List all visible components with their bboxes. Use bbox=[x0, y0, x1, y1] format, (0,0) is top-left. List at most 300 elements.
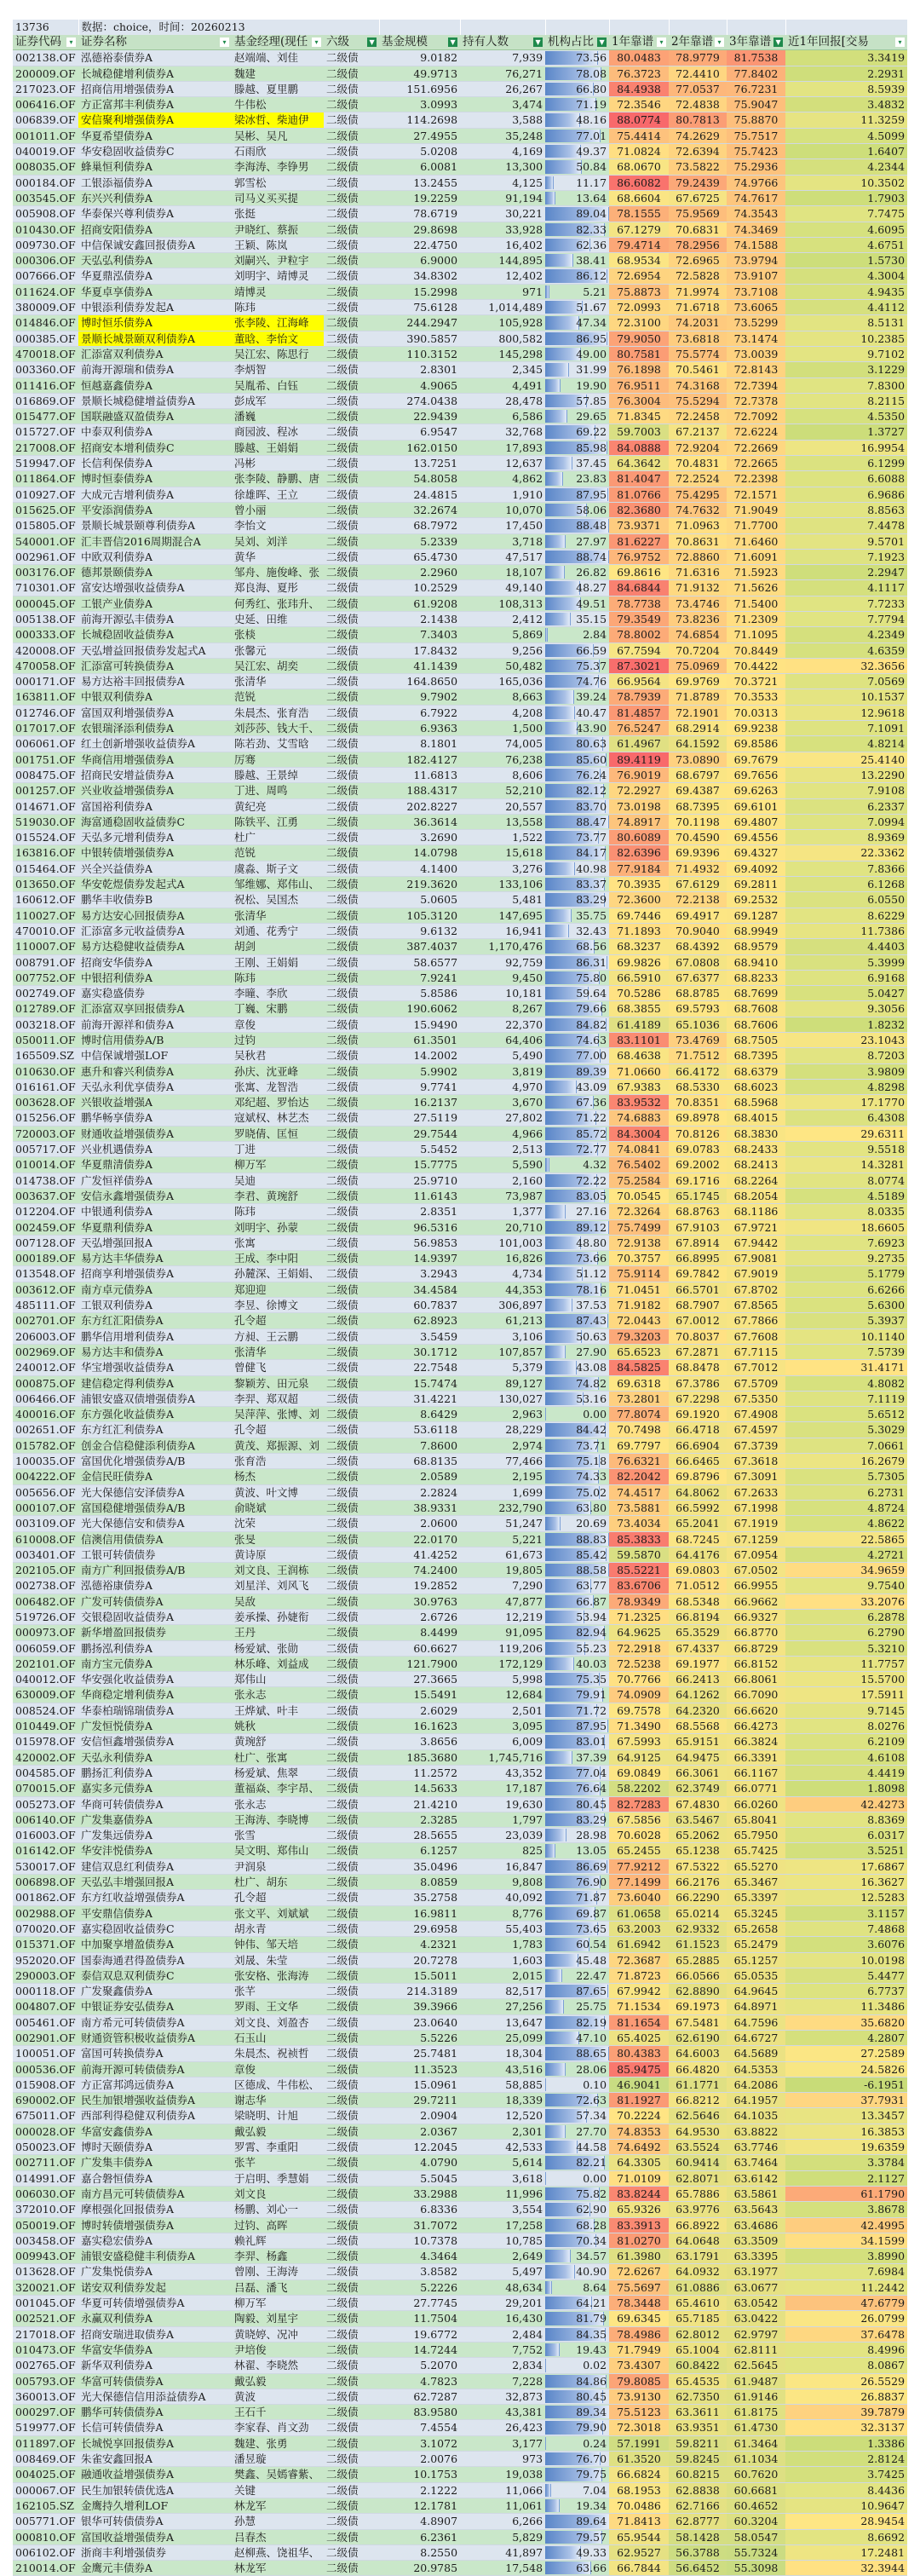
institution-ratio-cell[interactable] bbox=[545, 1095, 609, 1110]
fund-code-cell[interactable]: 006140.OF bbox=[13, 1812, 78, 1827]
score-1y-cell[interactable]: 69.9826 bbox=[609, 954, 669, 970]
holder-count-cell[interactable]: 30,221 bbox=[460, 206, 545, 222]
table-row[interactable] bbox=[13, 2498, 907, 2513]
fund-name-cell[interactable]: 中加聚享增盈债券A bbox=[78, 1937, 232, 1952]
institution-ratio-cell[interactable] bbox=[545, 2233, 609, 2248]
fund-code-cell[interactable]: 470058.OF bbox=[13, 658, 78, 673]
score-2y-cell[interactable]: 74.7632 bbox=[669, 502, 727, 517]
fund-manager-cell[interactable]: 王刚、王娟娟 bbox=[232, 954, 324, 970]
fund-name-cell[interactable]: 天弘弘丰增强回报A bbox=[78, 1875, 232, 1890]
fund-manager-cell[interactable]: 魏建、张勇 bbox=[232, 2435, 324, 2451]
institution-ratio-cell[interactable] bbox=[545, 1157, 609, 1173]
institution-ratio-cell[interactable] bbox=[545, 845, 609, 861]
return-1y-cell[interactable]: 10.3502 bbox=[785, 175, 907, 190]
table-row[interactable] bbox=[13, 908, 907, 923]
score-2y-cell[interactable]: 65.9151 bbox=[669, 1734, 727, 1749]
institution-ratio-cell[interactable] bbox=[545, 518, 609, 533]
holder-count-cell[interactable]: 108,313 bbox=[460, 596, 545, 611]
institution-ratio-cell[interactable] bbox=[545, 596, 609, 611]
fund-size-cell[interactable]: 5.2339 bbox=[379, 533, 460, 549]
fund-manager-cell[interactable]: 李君、黄琬舒 bbox=[232, 1188, 324, 1203]
fund-code-cell[interactable]: 014738.OF bbox=[13, 1173, 78, 1188]
score-2y-cell[interactable]: 62.8838 bbox=[669, 2482, 727, 2498]
holder-count-cell[interactable]: 16,430 bbox=[460, 2311, 545, 2326]
score-1y-cell[interactable]: 83.8244 bbox=[609, 2186, 669, 2201]
return-1y-cell[interactable]: 7.1091 bbox=[785, 721, 907, 736]
institution-ratio-cell[interactable] bbox=[545, 377, 609, 393]
return-1y-cell[interactable]: 3.7425 bbox=[785, 2467, 907, 2482]
fund-category-cell[interactable]: 二级债 bbox=[324, 1235, 379, 1250]
score-2y-cell[interactable]: 67.0012 bbox=[669, 1313, 727, 1328]
fund-code-cell[interactable]: 001011.OF bbox=[13, 128, 78, 143]
holder-count-cell[interactable]: 133,106 bbox=[460, 877, 545, 892]
score-1y-cell[interactable]: 73.9130 bbox=[609, 2389, 669, 2404]
return-1y-cell[interactable]: 17.1770 bbox=[785, 1095, 907, 1110]
score-2y-cell[interactable]: 68.2914 bbox=[669, 721, 727, 736]
fund-code-cell[interactable]: 005793.OF bbox=[13, 2373, 78, 2389]
score-3y-cell[interactable]: 77.8402 bbox=[727, 66, 785, 81]
table-row[interactable] bbox=[13, 814, 907, 829]
fund-code-cell[interactable]: 420002.OF bbox=[13, 1749, 78, 1765]
score-3y-cell[interactable]: 64.7596 bbox=[727, 2014, 785, 2030]
fund-category-cell[interactable]: 二级债 bbox=[324, 689, 379, 705]
fund-name-cell[interactable]: 华富安华债券A bbox=[78, 2342, 232, 2357]
fund-size-cell[interactable]: 34.8302 bbox=[379, 268, 460, 284]
fund-size-cell[interactable]: 3.2943 bbox=[379, 1266, 460, 1282]
table-row[interactable] bbox=[13, 1298, 907, 1313]
holder-count-cell[interactable]: 2,963 bbox=[460, 1407, 545, 1422]
score-2y-cell[interactable]: 65.1036 bbox=[669, 1017, 727, 1032]
institution-ratio-cell[interactable] bbox=[545, 767, 609, 782]
fund-size-cell[interactable]: 8.4499 bbox=[379, 1625, 460, 1640]
return-1y-cell[interactable]: 4.1117 bbox=[785, 580, 907, 596]
table-row[interactable] bbox=[13, 190, 907, 205]
fund-code-cell[interactable]: 002651.OF bbox=[13, 1422, 78, 1438]
fund-category-cell[interactable]: 二级债 bbox=[324, 2202, 379, 2217]
fund-code-cell[interactable]: 008791.OF bbox=[13, 954, 78, 970]
return-1y-cell[interactable]: 13.2290 bbox=[785, 767, 907, 782]
institution-ratio-cell[interactable] bbox=[545, 1734, 609, 1749]
institution-ratio-cell[interactable] bbox=[545, 1313, 609, 1328]
institution-ratio-cell[interactable] bbox=[545, 362, 609, 377]
institution-ratio-cell[interactable] bbox=[545, 2031, 609, 2046]
fund-manager-cell[interactable]: 刘文良、王润栋 bbox=[232, 1563, 324, 1578]
fund-manager-cell[interactable]: 戴弘毅 bbox=[232, 2373, 324, 2389]
score-1y-cell[interactable]: 75.5697 bbox=[609, 2279, 669, 2295]
score-3y-cell[interactable]: 67.3091 bbox=[727, 1469, 785, 1484]
score-2y-cell[interactable]: 71.7512 bbox=[669, 1048, 727, 1063]
fund-manager-cell[interactable]: 邹维娜、郑伟山、 bbox=[232, 877, 324, 892]
score-3y-cell[interactable]: 66.1167 bbox=[727, 1765, 785, 1780]
score-2y-cell[interactable]: 62.7350 bbox=[669, 2389, 727, 2404]
fund-code-cell[interactable]: 000973.OF bbox=[13, 1625, 78, 1640]
score-1y-cell[interactable]: 71.0451 bbox=[609, 1282, 669, 1297]
table-row[interactable] bbox=[13, 144, 907, 159]
score-3y-cell[interactable]: 67.7608 bbox=[727, 1328, 785, 1344]
fund-size-cell[interactable]: 16.2137 bbox=[379, 1095, 460, 1110]
institution-ratio-cell[interactable] bbox=[545, 565, 609, 580]
holder-count-cell[interactable]: 144,895 bbox=[460, 253, 545, 268]
score-2y-cell[interactable]: 75.5294 bbox=[669, 393, 727, 408]
fund-category-cell[interactable]: 二级债 bbox=[324, 2498, 379, 2513]
institution-ratio-cell[interactable] bbox=[545, 440, 609, 455]
return-1y-cell[interactable]: 8.7203 bbox=[785, 1048, 907, 1063]
institution-ratio-cell[interactable] bbox=[545, 658, 609, 673]
fund-code-cell[interactable]: 530017.OF bbox=[13, 1859, 78, 1874]
table-row[interactable] bbox=[13, 2529, 907, 2544]
institution-ratio-cell[interactable] bbox=[545, 424, 609, 440]
return-1y-cell[interactable]: 7.8300 bbox=[785, 377, 907, 393]
holder-count-cell[interactable]: 82,517 bbox=[460, 1984, 545, 1999]
score-1y-cell[interactable]: 85.5221 bbox=[609, 1563, 669, 1578]
institution-ratio-cell[interactable] bbox=[545, 1921, 609, 1936]
institution-ratio-cell[interactable] bbox=[545, 97, 609, 112]
score-1y-cell[interactable]: 76.1898 bbox=[609, 362, 669, 377]
fund-category-cell[interactable]: 二级债 bbox=[324, 81, 379, 96]
score-1y-cell[interactable]: 72.0993 bbox=[609, 300, 669, 315]
table-row[interactable] bbox=[13, 596, 907, 611]
return-1y-cell[interactable]: 33.2076 bbox=[785, 1593, 907, 1609]
institution-ratio-cell[interactable] bbox=[545, 986, 609, 1001]
fund-category-cell[interactable]: 二级债 bbox=[324, 2170, 379, 2186]
score-2y-cell[interactable]: 72.5828 bbox=[669, 268, 727, 284]
return-1y-cell[interactable]: 6.0550 bbox=[785, 892, 907, 908]
score-2y-cell[interactable]: 66.2176 bbox=[669, 1875, 727, 1890]
score-2y-cell[interactable]: 65.1745 bbox=[669, 1188, 727, 1203]
fund-code-cell[interactable]: 162105.SZ bbox=[13, 2498, 78, 2513]
score-2y-cell[interactable]: 64.2320 bbox=[669, 1703, 727, 1718]
fund-size-cell[interactable]: 219.3620 bbox=[379, 877, 460, 892]
score-3y-cell[interactable]: 55.7324 bbox=[727, 2544, 785, 2560]
score-2y-cell[interactable]: 62.8071 bbox=[669, 2170, 727, 2186]
fund-name-cell[interactable]: 天弘永利债券A bbox=[78, 1749, 232, 1765]
fund-category-cell[interactable]: 二级债 bbox=[324, 705, 379, 720]
holder-count-cell[interactable]: 9,256 bbox=[460, 643, 545, 658]
fund-code-cell[interactable]: 163811.OF bbox=[13, 689, 78, 705]
fund-size-cell[interactable]: 11.2572 bbox=[379, 1765, 460, 1780]
table-row[interactable] bbox=[13, 2420, 907, 2435]
score-3y-cell[interactable]: 67.1259 bbox=[727, 1531, 785, 1547]
table-row[interactable] bbox=[13, 1219, 907, 1235]
score-3y-cell[interactable]: 67.9019 bbox=[727, 1266, 785, 1282]
institution-ratio-cell[interactable] bbox=[545, 1079, 609, 1094]
score-2y-cell[interactable]: 66.3061 bbox=[669, 1765, 727, 1780]
fund-name-cell[interactable]: 招商安阳债券A bbox=[78, 222, 232, 237]
fund-code-cell[interactable]: 013628.OF bbox=[13, 2264, 78, 2279]
institution-ratio-cell[interactable] bbox=[545, 1251, 609, 1266]
score-2y-cell[interactable]: 69.5793 bbox=[669, 1001, 727, 1017]
fund-manager-cell[interactable]: 王烨斌、叶丰 bbox=[232, 1703, 324, 1718]
score-2y-cell[interactable]: 65.4535 bbox=[669, 2373, 727, 2389]
table-row[interactable] bbox=[13, 1454, 907, 1469]
score-1y-cell[interactable]: 74.0841 bbox=[609, 1142, 669, 1157]
holder-count-cell[interactable]: 25,099 bbox=[460, 2031, 545, 2046]
table-row[interactable] bbox=[13, 1656, 907, 1671]
fund-manager-cell[interactable]: 祝松、吴国杰 bbox=[232, 892, 324, 908]
score-1y-cell[interactable]: 76.5402 bbox=[609, 1157, 669, 1173]
holder-count-cell[interactable]: 2,345 bbox=[460, 362, 545, 377]
fund-name-cell[interactable]: 广发恒祥债券A bbox=[78, 1173, 232, 1188]
fund-code-cell[interactable]: 002901.OF bbox=[13, 2031, 78, 2046]
institution-ratio-cell[interactable] bbox=[545, 1796, 609, 1812]
score-3y-cell[interactable]: 64.1035 bbox=[727, 2108, 785, 2124]
table-row[interactable] bbox=[13, 674, 907, 689]
institution-ratio-cell[interactable] bbox=[545, 1017, 609, 1032]
fund-manager-cell[interactable]: 罗霄、李重阳 bbox=[232, 2140, 324, 2155]
table-row[interactable] bbox=[13, 502, 907, 517]
table-row[interactable] bbox=[13, 2452, 907, 2467]
holder-count-cell[interactable]: 16,402 bbox=[460, 237, 545, 252]
fund-manager-cell[interactable]: 关键 bbox=[232, 2482, 324, 2498]
fund-category-cell[interactable]: 二级债 bbox=[324, 1547, 379, 1562]
fund-manager-cell[interactable]: 黄波、叶文博 bbox=[232, 1484, 324, 1500]
fund-manager-cell[interactable]: 刘莎莎、钱大千、 bbox=[232, 721, 324, 736]
table-row[interactable] bbox=[13, 1875, 907, 1890]
score-2y-cell[interactable]: 69.9769 bbox=[669, 674, 727, 689]
fund-name-cell[interactable]: 新华双利债券A bbox=[78, 2358, 232, 2373]
holder-count-cell[interactable]: 17,258 bbox=[460, 2217, 545, 2233]
score-1y-cell[interactable]: 61.0658 bbox=[609, 1905, 669, 1921]
fund-category-cell[interactable]: 二级债 bbox=[324, 315, 379, 331]
return-1y-cell[interactable]: 3.1229 bbox=[785, 362, 907, 377]
fund-category-cell[interactable]: 二级债 bbox=[324, 50, 379, 66]
score-2y-cell[interactable]: 64.4176 bbox=[669, 1547, 727, 1562]
fund-category-cell[interactable]: 二级债 bbox=[324, 377, 379, 393]
fund-size-cell[interactable]: 14.2002 bbox=[379, 1048, 460, 1063]
fund-category-cell[interactable]: 二级债 bbox=[324, 1251, 379, 1266]
holder-count-cell[interactable]: 165,036 bbox=[460, 674, 545, 689]
score-3y-cell[interactable]: 74.7617 bbox=[727, 190, 785, 205]
score-3y-cell[interactable]: 63.3509 bbox=[727, 2233, 785, 2248]
score-3y-cell[interactable]: 66.8061 bbox=[727, 1672, 785, 1687]
institution-ratio-cell[interactable] bbox=[545, 1828, 609, 1843]
score-2y-cell[interactable]: 56.3788 bbox=[669, 2544, 727, 2560]
table-row[interactable] bbox=[13, 1063, 907, 1079]
holder-count-cell[interactable]: 1,014,489 bbox=[460, 300, 545, 315]
fund-category-cell[interactable]: 二级债 bbox=[324, 1859, 379, 1874]
score-2y-cell[interactable]: 63.3611 bbox=[669, 2405, 727, 2420]
fund-name-cell[interactable]: 广发可转债债券A bbox=[78, 1593, 232, 1609]
fund-size-cell[interactable]: 190.6062 bbox=[379, 1001, 460, 1017]
fund-size-cell[interactable]: 6.9547 bbox=[379, 424, 460, 440]
table-row[interactable] bbox=[13, 1765, 907, 1780]
fund-name-cell[interactable]: 中银添利债券发起A bbox=[78, 300, 232, 315]
fund-manager-cell[interactable]: 张馨元 bbox=[232, 643, 324, 658]
fund-size-cell[interactable]: 15.5011 bbox=[379, 1968, 460, 1983]
fund-name-cell[interactable]: 民生加银增强收益债券A bbox=[78, 2093, 232, 2108]
institution-ratio-cell[interactable] bbox=[545, 689, 609, 705]
fund-category-cell[interactable]: 二级债 bbox=[324, 1968, 379, 1983]
fund-manager-cell[interactable]: 靖博灵 bbox=[232, 284, 324, 299]
fund-code-cell[interactable]: 110007.OF bbox=[13, 939, 78, 954]
fund-manager-cell[interactable]: 魏建 bbox=[232, 66, 324, 81]
score-1y-cell[interactable]: 84.6844 bbox=[609, 580, 669, 596]
holder-count-cell[interactable]: 3,095 bbox=[460, 1719, 545, 1734]
fund-category-cell[interactable]: 二级债 bbox=[324, 798, 379, 814]
table-row[interactable] bbox=[13, 471, 907, 487]
fund-manager-cell[interactable]: 曾小丽 bbox=[232, 502, 324, 517]
filter-dropdown-icon[interactable]: ▾ bbox=[66, 37, 76, 47]
table-row[interactable] bbox=[13, 1251, 907, 1266]
holder-count-cell[interactable]: 16,847 bbox=[460, 1859, 545, 1874]
holder-count-cell[interactable]: 3,819 bbox=[460, 1063, 545, 1079]
table-row[interactable] bbox=[13, 222, 907, 237]
holder-count-cell[interactable]: 2,834 bbox=[460, 2358, 545, 2373]
holder-count-cell[interactable]: 1,603 bbox=[460, 1952, 545, 1968]
institution-ratio-cell[interactable] bbox=[545, 1999, 609, 2014]
institution-ratio-cell[interactable] bbox=[545, 315, 609, 331]
score-2y-cell[interactable]: 70.7204 bbox=[669, 643, 727, 658]
fund-size-cell[interactable]: 164.8650 bbox=[379, 674, 460, 689]
fund-name-cell[interactable]: 华泰保兴尊利债券A bbox=[78, 206, 232, 222]
fund-manager-cell[interactable]: 李海涛、李铮男 bbox=[232, 159, 324, 175]
institution-ratio-cell[interactable] bbox=[545, 112, 609, 128]
holder-count-cell[interactable]: 28,478 bbox=[460, 393, 545, 408]
score-2y-cell[interactable]: 68.7245 bbox=[669, 1531, 727, 1547]
fund-size-cell[interactable]: 6.7922 bbox=[379, 705, 460, 720]
holder-count-cell[interactable]: 5,490 bbox=[460, 1048, 545, 1063]
fund-name-cell[interactable]: 鹏华信用增利债券A bbox=[78, 1328, 232, 1344]
fund-name-cell[interactable]: 浦银安盛双债增强债券A bbox=[78, 1391, 232, 1406]
score-1y-cell[interactable]: 78.1555 bbox=[609, 206, 669, 222]
score-3y-cell[interactable]: 71.7700 bbox=[727, 518, 785, 533]
holder-count-cell[interactable]: 5,869 bbox=[460, 627, 545, 643]
holder-count-cell[interactable]: 91,095 bbox=[460, 1625, 545, 1640]
fund-category-cell[interactable]: 二级债 bbox=[324, 1999, 379, 2014]
score-3y-cell[interactable]: 64.2086 bbox=[727, 2077, 785, 2092]
fund-manager-cell[interactable]: 黄琬舒 bbox=[232, 1734, 324, 1749]
fund-size-cell[interactable]: 14.9397 bbox=[379, 1251, 460, 1266]
fund-name-cell[interactable]: 朱雀安鑫回报A bbox=[78, 2452, 232, 2467]
score-2y-cell[interactable]: 68.7907 bbox=[669, 1298, 727, 1313]
score-3y-cell[interactable]: 72.2669 bbox=[727, 440, 785, 455]
fund-code-cell[interactable]: 005656.OF bbox=[13, 1484, 78, 1500]
fund-category-cell[interactable]: 二级债 bbox=[324, 175, 379, 190]
institution-ratio-cell[interactable] bbox=[545, 1048, 609, 1063]
fund-code-cell[interactable]: 016003.OF bbox=[13, 1828, 78, 1843]
table-row[interactable] bbox=[13, 2202, 907, 2217]
fund-category-cell[interactable]: 二级债 bbox=[324, 424, 379, 440]
score-1y-cell[interactable]: 85.9475 bbox=[609, 2061, 669, 2077]
return-1y-cell[interactable]: 17.6867 bbox=[785, 1859, 907, 1874]
holder-count-cell[interactable]: 64,406 bbox=[460, 1033, 545, 1048]
table-row[interactable] bbox=[13, 1593, 907, 1609]
score-2y-cell[interactable]: 73.4746 bbox=[669, 596, 727, 611]
institution-ratio-cell[interactable] bbox=[545, 1531, 609, 1547]
fund-category-cell[interactable]: 二级债 bbox=[324, 502, 379, 517]
score-2y-cell[interactable]: 78.9779 bbox=[669, 50, 727, 66]
holder-count-cell[interactable]: 105,928 bbox=[460, 315, 545, 331]
holder-count-cell[interactable]: 77,466 bbox=[460, 1454, 545, 1469]
institution-ratio-cell[interactable] bbox=[545, 954, 609, 970]
return-1y-cell[interactable]: 32.3137 bbox=[785, 2420, 907, 2435]
fund-manager-cell[interactable]: 杨爱斌、焦翠 bbox=[232, 1765, 324, 1780]
score-1y-cell[interactable]: 69.7578 bbox=[609, 1703, 669, 1718]
fund-manager-cell[interactable]: 章俊 bbox=[232, 1017, 324, 1032]
score-3y-cell[interactable]: 68.8233 bbox=[727, 970, 785, 985]
score-2y-cell[interactable]: 66.2290 bbox=[669, 1890, 727, 1905]
score-1y-cell[interactable]: 67.7594 bbox=[609, 643, 669, 658]
table-row[interactable] bbox=[13, 362, 907, 377]
fund-code-cell[interactable]: 240012.OF bbox=[13, 1360, 78, 1375]
return-1y-cell[interactable]: 6.6266 bbox=[785, 1282, 907, 1297]
score-1y-cell[interactable]: 78.4986 bbox=[609, 2326, 669, 2342]
score-1y-cell[interactable]: 64.3642 bbox=[609, 456, 669, 471]
table-row[interactable] bbox=[13, 66, 907, 81]
return-1y-cell[interactable]: 19.6359 bbox=[785, 2140, 907, 2155]
institution-ratio-cell[interactable] bbox=[545, 2498, 609, 2513]
score-2y-cell[interactable]: 72.2138 bbox=[669, 892, 727, 908]
return-1y-cell[interactable]: 7.8366 bbox=[785, 861, 907, 876]
institution-ratio-cell[interactable] bbox=[545, 705, 609, 720]
score-2y-cell[interactable]: 66.4718 bbox=[669, 1422, 727, 1438]
score-2y-cell[interactable]: 77.0537 bbox=[669, 81, 727, 96]
fund-code-cell[interactable]: 002738.OF bbox=[13, 1578, 78, 1593]
holder-count-cell[interactable]: 4,125 bbox=[460, 175, 545, 190]
return-1y-cell[interactable]: 23.1043 bbox=[785, 1033, 907, 1048]
fund-category-cell[interactable]: 二级债 bbox=[324, 2561, 379, 2576]
fund-code-cell[interactable]: 002749.OF bbox=[13, 986, 78, 1001]
return-1y-cell[interactable]: 6.2878 bbox=[785, 1609, 907, 1624]
holder-count-cell[interactable]: 22,370 bbox=[460, 1017, 545, 1032]
holder-count-cell[interactable]: 4,491 bbox=[460, 377, 545, 393]
fund-code-cell[interactable]: 206003.OF bbox=[13, 1328, 78, 1344]
fund-size-cell[interactable]: 11.3523 bbox=[379, 2061, 460, 2077]
score-3y-cell[interactable]: 67.4908 bbox=[727, 1407, 785, 1422]
fund-name-cell[interactable]: 天弘增益回报债券发起式A bbox=[78, 643, 232, 658]
score-1y-cell[interactable]: 67.1279 bbox=[609, 222, 669, 237]
fund-size-cell[interactable]: 2.0076 bbox=[379, 2452, 460, 2467]
score-2y-cell[interactable]: 67.2137 bbox=[669, 424, 727, 440]
fund-code-cell[interactable]: 016161.OF bbox=[13, 1079, 78, 1094]
table-row[interactable] bbox=[13, 175, 907, 190]
holder-count-cell[interactable]: 10,785 bbox=[460, 2233, 545, 2248]
score-1y-cell[interactable]: 66.6824 bbox=[609, 2467, 669, 2482]
fund-manager-cell[interactable]: 邓纪超、罗怡达 bbox=[232, 1095, 324, 1110]
holder-count-cell[interactable]: 32,873 bbox=[460, 2389, 545, 2404]
fund-code-cell[interactable]: 000118.OF bbox=[13, 1984, 78, 1999]
fund-size-cell[interactable]: 4.3464 bbox=[379, 2249, 460, 2264]
fund-category-cell[interactable]: 二级债 bbox=[324, 2061, 379, 2077]
fund-category-cell[interactable]: 二级债 bbox=[324, 1921, 379, 1936]
score-1y-cell[interactable]: 78.7738 bbox=[609, 596, 669, 611]
holder-count-cell[interactable]: 7,752 bbox=[460, 2342, 545, 2357]
table-row[interactable] bbox=[13, 1266, 907, 1282]
fund-manager-cell[interactable]: 樊鑫、吴嫣睿紫、 bbox=[232, 2467, 324, 2482]
score-1y-cell[interactable]: 77.1499 bbox=[609, 1875, 669, 1890]
score-3y-cell[interactable]: 66.3824 bbox=[727, 1734, 785, 1749]
return-1y-cell[interactable]: 4.6108 bbox=[785, 1749, 907, 1765]
fund-name-cell[interactable]: 南方希元可转债债券A bbox=[78, 2014, 232, 2030]
score-1y-cell[interactable]: 61.4967 bbox=[609, 736, 669, 752]
holder-count-cell[interactable]: 91,194 bbox=[460, 190, 545, 205]
score-2y-cell[interactable]: 72.6394 bbox=[669, 144, 727, 159]
institution-ratio-cell[interactable] bbox=[545, 2342, 609, 2357]
filter-active-icon[interactable]: ▼ bbox=[597, 37, 607, 47]
institution-ratio-cell[interactable] bbox=[545, 923, 609, 938]
fund-manager-cell[interactable]: 刘明宇、靖博灵 bbox=[232, 268, 324, 284]
return-1y-cell[interactable]: 10.1140 bbox=[785, 1328, 907, 1344]
institution-ratio-cell[interactable] bbox=[545, 1173, 609, 1188]
fund-size-cell[interactable]: 31.7072 bbox=[379, 2217, 460, 2233]
score-2y-cell[interactable]: 74.2031 bbox=[669, 315, 727, 331]
score-2y-cell[interactable]: 72.8860 bbox=[669, 549, 727, 564]
score-1y-cell[interactable]: 79.3203 bbox=[609, 1328, 669, 1344]
fund-size-cell[interactable]: 12.1781 bbox=[379, 2498, 460, 2513]
score-1y-cell[interactable]: 72.2918 bbox=[609, 1640, 669, 1656]
fund-size-cell[interactable]: 244.2947 bbox=[379, 315, 460, 331]
institution-ratio-cell[interactable] bbox=[545, 1063, 609, 1079]
